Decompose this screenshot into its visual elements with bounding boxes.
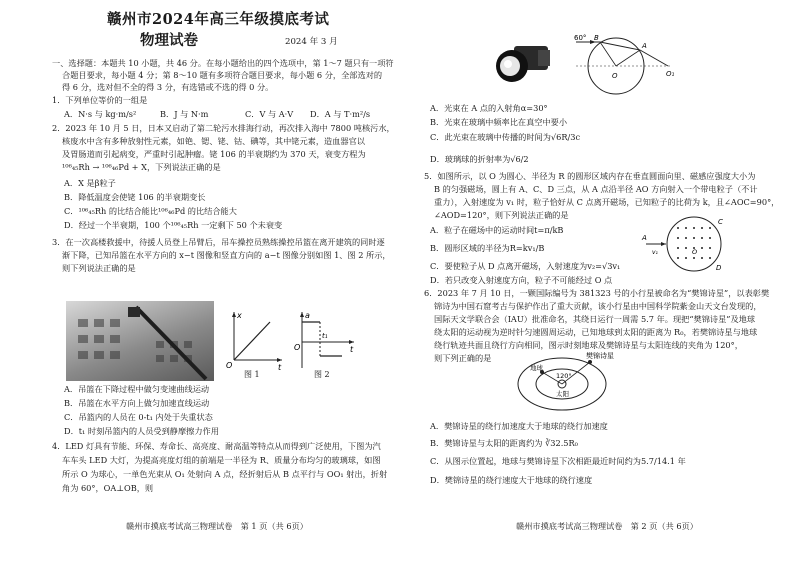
q4-option-d: D．玻璃球的折射率为√6/2 — [430, 154, 529, 164]
point-d-label: D — [716, 264, 722, 272]
field-dot — [677, 257, 679, 259]
field-dot — [693, 257, 695, 259]
led-headlight-photo — [492, 40, 554, 90]
q4-option-c: C．此光束在玻璃中传播的时间为√6R/3c — [430, 132, 581, 142]
q3-line: 则下列说法正确的是 — [62, 263, 136, 273]
q5-option-a: A．粒子在磁场中的运动时间t=π/kB — [430, 225, 564, 235]
q2-line: 及胃肠道而引起病变，严重时引起肿瘤。铑 106 的半衰期约为 370 天，衰变方程为 — [62, 149, 366, 159]
glass-sphere-diagram — [568, 30, 678, 98]
field-dot — [701, 247, 703, 249]
q5-option-d: D．若只改变入射速度方向，粒子不可能经过 O 点 — [430, 275, 613, 285]
rescue-crane-photo — [66, 301, 214, 381]
fig2-caption: 图 2 — [314, 370, 330, 379]
star-label: 樊锦诗星 — [586, 352, 614, 360]
q2-option-b: B．降低温度会使铑 106 的半衰期变长 — [64, 192, 206, 202]
q1-option-d: D．A 与 T·m²/s — [310, 109, 371, 119]
q6-line: 锦诗为中国石窟考古与保护作出了重大贡献，该小行星由中国科学院紫金山天文台发现的， — [434, 301, 762, 311]
field-dot — [701, 257, 703, 259]
t1-label: t₁ — [322, 332, 328, 340]
x-axis-label: x — [237, 311, 242, 320]
q6-line: 6．2023 年 7 月 10 日，一颗国际编号为 381323 号的小行星被命名为“樊锦诗星”，以表彰樊 — [424, 288, 770, 298]
page-2 — [400, 0, 800, 565]
q5-option-b: B．圆形区域的半径为R=kv₁/B — [430, 243, 545, 253]
q6-option-c: C．从图示位置起，地球与樊锦诗星下次相距最近时间约为5.7/14.1 年 — [430, 456, 686, 466]
q6-option-b: B．樊锦诗星与太阳的距离约为 ∛32.5R₀ — [430, 438, 578, 448]
point-o-label: O — [612, 72, 618, 80]
point-a-label: A — [642, 234, 647, 242]
q2-line: ¹⁰⁶₄₅Rh → ¹⁰⁶₄₆Pd + X，下列说法正确的是 — [62, 162, 221, 172]
exam-date: 2024 年 3 月 — [285, 37, 338, 47]
field-dot — [685, 227, 687, 229]
q2-option-a: A．X 是β粒子 — [64, 178, 116, 188]
q5-option-c: C．要使粒子从 D 点离开磁场，入射速度为v₂=√3v₁ — [430, 261, 621, 271]
q1-option-a: A．N·s 与 kg·m/s² — [64, 109, 137, 119]
point-o-label: O — [692, 248, 698, 256]
origin-label: O — [294, 343, 301, 352]
q6-line: 绕太阳的运动视为逆时针匀速圆周运动，已知地球到太阳的距离为 R₀，若樊锦诗星与地球 — [434, 327, 758, 337]
field-dot — [709, 247, 711, 249]
point-b-label: B — [594, 34, 599, 42]
intro-line: 得 6 分，选对但不全的得 3 分，有选错或不选的得 0 分。 — [62, 82, 274, 92]
field-dot — [677, 247, 679, 249]
q1-stem: 1．下列单位等价的一组是 — [52, 95, 148, 105]
t-axis-label: t — [278, 363, 282, 372]
fig1-caption: 图 1 — [244, 370, 260, 379]
exam-subtitle: 物理试卷 — [140, 32, 198, 49]
field-dot — [685, 247, 687, 249]
q4-line: 4．LED 灯具有节能、环保、寿命长、高亮度、耐高温等特点从而得到广泛使用，下图为汽 — [52, 441, 381, 451]
q5-line: 5．如图所示，以 O 为圆心、半径为 R 的圆形区域内存在垂直圆面向里、磁感应强度大小为 — [424, 171, 756, 181]
q4-line: 角为 60°，OA⊥OB，则 — [62, 483, 154, 493]
q3-option-a: A．吊篮在下降过程中做匀变速曲线运动 — [64, 384, 210, 394]
q4-line: 车车头 LED 大灯，为提高亮度灯组的前端是一半径为 R、质量分布均匀的玻璃球，如图 — [62, 455, 381, 465]
q6-option-a: A．樊锦诗星的绕行加速度大于地球的绕行加速度 — [430, 421, 608, 431]
q2-option-d: D．经过一个半衰期，100 个¹⁰⁶₄₅Rh 一定剩下 50 个未衰变 — [64, 220, 283, 230]
field-dot — [701, 227, 703, 229]
a-t-graph — [292, 308, 360, 378]
orbit-diagram — [512, 350, 622, 412]
footer-page-2: 赣州市摸底考试高三物理试卷 第 2 页（共 6页） — [516, 521, 698, 531]
q2-option-c: C．¹⁰⁶₄₅Rh 的比结合能比¹⁰⁶₄₆Pd 的比结合能大 — [64, 206, 237, 216]
field-dot — [709, 257, 711, 259]
point-o1-label: O₁ — [666, 70, 675, 78]
field-dot — [677, 227, 679, 229]
q3-line: 渐下降，已知吊篮在水平方向的 x−t 图像和竖直方向的 a−t 图像分别如图 1、图 2 所示， — [62, 250, 391, 260]
q5-line: ∠AOD=120°，则下列说法正确的是 — [434, 210, 569, 220]
q6-option-d: D．樊锦诗星的绕行速度大于地球的绕行速度 — [430, 475, 593, 485]
footer-page-1: 赣州市摸底考试高三物理试卷 第 1 页（共 6页） — [126, 521, 308, 531]
x-t-graph — [224, 308, 286, 378]
angle-label: 120° — [556, 372, 572, 380]
t-axis-label: t — [350, 345, 354, 354]
q3-option-b: B．吊篮在水平方向上做匀加速直线运动 — [64, 398, 210, 408]
q6-line: 则下列正确的是 — [434, 353, 492, 363]
earth-label: 地球 — [530, 364, 543, 372]
magnetic-field-diagram — [640, 214, 732, 276]
q5-line: 重力），入射速度为 v₁ 时，粒子恰好从 C 点离开磁场，已知粒子的比荷为 k，且∠AOC=90°， — [434, 197, 780, 207]
q3-option-c: C．吊篮内的人员在 0-t₁ 内处于失重状态 — [64, 412, 213, 422]
point-c-label: C — [718, 218, 723, 226]
field-dot — [685, 237, 687, 239]
origin-label: O — [226, 361, 233, 370]
field-dot — [709, 227, 711, 229]
velocity-label: v₁ — [652, 249, 658, 256]
exam-title: 赣州市2024年高三年级摸底考试 — [107, 11, 330, 28]
field-dot — [701, 237, 703, 239]
field-dot — [693, 227, 695, 229]
sun-label: 太阳 — [556, 390, 569, 398]
q1-option-c: C．V 与 A·V — [245, 109, 294, 119]
field-dot — [685, 257, 687, 259]
q4-option-b: B．光束在玻璃中频率比在真空中要小 — [430, 117, 568, 127]
q5-line: B 的匀强磁场，圆上有 A、C、D 三点，从 A 点沿半径 AO 方向射入一个带电粒子（不计 — [434, 184, 758, 194]
field-dot — [709, 237, 711, 239]
intro-line: 合题目要求，每小题 4 分；第 8～10 题有多项符合题目要求，每小题 6 分，全部选对的 — [62, 70, 383, 80]
q4-line: 所示 O 为球心，一单色光束从 O₁ 处射向 A 点，经折射后从 B 点平行与 OO₁ 射出，折射 — [62, 469, 388, 479]
intro-line: 一、选择题：本题共 10 小题，共 46 分。在每小题给出的四个选项中，第 1～7 题只有一项符 — [52, 58, 394, 68]
point-a-label: A — [642, 42, 647, 50]
q1-option-b: B．J 与 N·m — [160, 109, 209, 119]
q2-line: 2．2023 年 10 月 5 日，日本又启动了第二轮污水排海行动，再次排入海中 7800 吨核污水， — [52, 123, 395, 133]
a-axis-label: a — [305, 311, 310, 320]
q3-option-d: D．t₁ 时刻吊篮内的人员受到静摩擦力作用 — [64, 426, 219, 436]
q3-line: 3．在一次高楼救援中，待援人员登上吊臂后，吊车操控员熟练操控吊篮在离开建筑的同时逐 — [52, 237, 385, 247]
q6-line: 绕行轨迹共面且绕行方向相同，图示时刻地球及樊锦诗星与太阳连线的夹角为 120°， — [434, 340, 743, 350]
q6-line: 国际天文学联合会（IAU）批准命名，其绕日运行一周需 5.7 年。现把“樊锦诗星”及地球 — [434, 314, 756, 324]
field-dot — [677, 237, 679, 239]
q2-line: 核废水中含有多种放射性元素，如铯、锶、铑、钴、碘等，其中铑元素，造血器官以 — [62, 136, 365, 146]
q4-option-a: A．光束在 A 点的入射角α=30° — [430, 103, 548, 113]
field-dot — [693, 237, 695, 239]
angle-label: 60° — [574, 34, 587, 42]
